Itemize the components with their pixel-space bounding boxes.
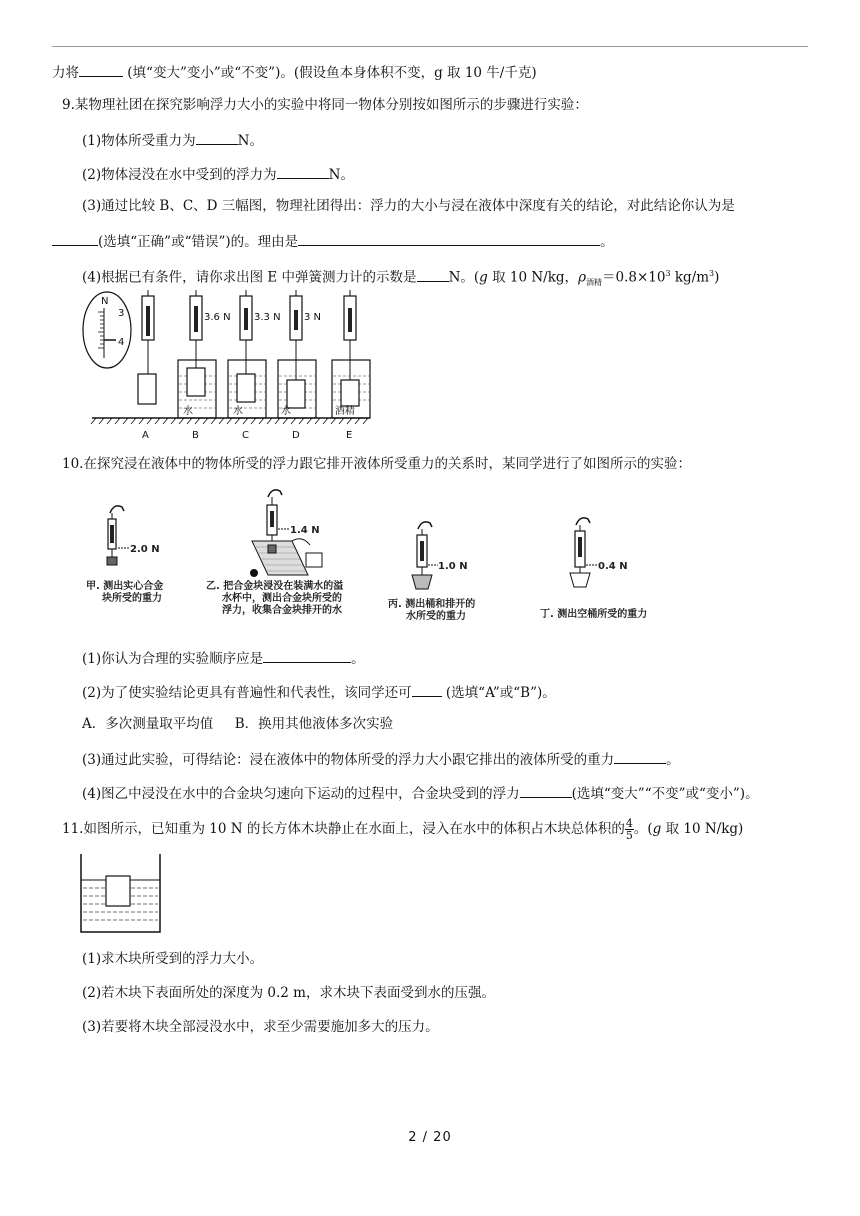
reading-d: 3 N xyxy=(304,312,322,323)
fraction xyxy=(625,818,634,841)
answer-blank xyxy=(79,62,123,77)
text: (选填“正确”或“错误”)的。理由是 xyxy=(98,234,299,250)
q10-options: A．多次测量取平均值 B．换用其他液体多次实验 xyxy=(82,716,394,732)
text: 。 xyxy=(666,752,680,768)
page-number: 2 / 20 xyxy=(408,1130,452,1145)
header-rule xyxy=(52,46,808,47)
text: ) xyxy=(714,269,720,286)
q9-part1 xyxy=(82,130,263,150)
text: 。( xyxy=(633,821,653,837)
q10-part3 xyxy=(82,749,680,769)
text: (选填“变大”“不变”或“变小”)。 xyxy=(571,786,759,802)
label-d: D xyxy=(292,430,300,441)
q9-stem: 9.某物理社团在探究影响浮力大小的实验中将同一物体分别按如图所示的步骤进行实验： xyxy=(62,97,588,113)
q10-part1 xyxy=(82,648,365,668)
text: kg/m xyxy=(670,269,710,286)
answer-blank xyxy=(277,164,329,179)
caption-bing-1: 丙. 测出桶和排开的 xyxy=(388,599,476,610)
continued-line xyxy=(52,62,537,82)
text: 。 xyxy=(600,234,614,250)
scale-ticks xyxy=(98,312,104,348)
answer-blank xyxy=(196,130,238,145)
text: g xyxy=(652,821,662,837)
text: ＝0.8×10 xyxy=(602,269,666,286)
q10-stem: 10.在探究浸在液体中的物体所受的浮力跟它排开液体所受重力的关系时，某同学进行了如图所示的实验： xyxy=(62,456,691,472)
text: (1)你认为合理的实验顺序应是 xyxy=(82,651,264,667)
fraction-numerator: 4 xyxy=(625,817,633,830)
q9-part2 xyxy=(82,164,354,184)
text: (2)为了使实验结论更具有普遍性和代表性，该同学还可 xyxy=(82,685,412,701)
caption-yi-3: 浮力，收集合金块排开的水 xyxy=(222,605,342,616)
caption-yi-1: 乙. 把合金块浸没在装满水的溢 xyxy=(206,581,344,592)
scale-mark-4: 4 xyxy=(118,337,125,348)
reading-jia: 2.0 N xyxy=(130,544,160,555)
q10-part2 xyxy=(82,682,556,702)
answer-blank xyxy=(614,749,666,764)
answer-blank xyxy=(412,682,442,697)
text: ρ xyxy=(578,269,586,286)
answer-blank xyxy=(263,648,351,663)
caption-bing-2: 水所受的重力 xyxy=(406,611,466,622)
q9-part4 xyxy=(82,265,719,292)
text: N。 xyxy=(237,133,263,149)
caption-jia-2: 块所受的重力 xyxy=(102,593,162,604)
text: (4)根据已有条件，请你求出图 E 中弹簧测力计的示数是 xyxy=(82,269,417,286)
q11-part1: (1)求木块所受到的浮力大小。 xyxy=(82,951,264,967)
text: (填“变大”变小”或“不变”)。(假设鱼本身体积不变，g 取 10 牛/千克) xyxy=(123,65,537,81)
fraction-denominator: 5 xyxy=(625,829,633,842)
text: 。 xyxy=(351,651,365,667)
q9-part3-cont xyxy=(52,231,614,251)
text: (4)图乙中浸没在水中的合金块匀速向下运动的过程中，合金块受到的浮力 xyxy=(82,786,520,802)
reading-c: 3.3 N xyxy=(254,312,281,323)
text: (选填“A”或“B”)。 xyxy=(441,685,556,701)
reading-b: 3.6 N xyxy=(204,312,231,323)
text: (3)通过此实验，可得结论：浸在液体中的物体所受的浮力大小跟它排出的液体所受的重力 xyxy=(82,752,615,768)
text: (2)物体浸没在水中受到的浮力为 xyxy=(82,167,277,183)
text: N。 xyxy=(328,167,354,183)
text: 3 xyxy=(665,269,671,278)
setup-ding xyxy=(570,518,590,587)
q11-stem xyxy=(62,818,743,841)
setup-d xyxy=(278,290,316,418)
label-c: C xyxy=(242,430,249,441)
q11-part2: (2)若木块下表面所处的深度为 0.2 m，求木块下表面受到水的压强。 xyxy=(82,985,495,1001)
setup-e xyxy=(332,290,370,418)
text: 力将 xyxy=(52,65,79,81)
text: N。( xyxy=(448,269,480,286)
liquid-e: 酒精 xyxy=(335,406,355,417)
caption-ding: 丁. 测出空桶所受的重力 xyxy=(540,609,648,620)
wood-block xyxy=(106,876,130,906)
answer-blank xyxy=(417,267,449,282)
setup-c xyxy=(228,290,266,418)
label-a: A xyxy=(142,430,149,441)
setup-bing xyxy=(412,522,432,589)
setup-a xyxy=(138,290,156,404)
q9-part3: (3)通过比较 B、C、D 三幅图，物理社团得出：浮力的大小与浸在液体中深度有关的结论，对此结论你认为是 xyxy=(82,198,735,214)
caption-jia-1: 甲. 测出实心合金 xyxy=(86,581,164,592)
q11-figure xyxy=(80,854,162,934)
setup-b xyxy=(178,290,216,418)
answer-blank xyxy=(52,231,98,246)
liquid-b: 水 xyxy=(183,406,193,417)
ground-hatch xyxy=(91,418,368,424)
caption-yi-2: 水杯中，测出合金块所受的 xyxy=(222,593,342,604)
text: 11.如图所示，已知重为 10 N 的长方体木块静止在水面上，浸入在水中的体积占木块总体积的 xyxy=(62,821,625,837)
liquid-d: 水 xyxy=(281,406,291,417)
label-b: B xyxy=(192,430,199,441)
text: 3 xyxy=(709,269,715,278)
scale-mark-3: 3 xyxy=(118,308,125,319)
label-e: E xyxy=(346,430,353,441)
reading-ding: 0.4 N xyxy=(598,561,628,572)
q11-part3: (3)若要将木块全部浸没水中，求至少需要施加多大的压力。 xyxy=(82,1019,439,1035)
text: g xyxy=(479,269,488,286)
setup-jia xyxy=(107,506,124,565)
answer-blank xyxy=(520,783,572,798)
answer-blank xyxy=(298,231,600,246)
text: 取 10 N/kg) xyxy=(661,821,744,837)
scale-unit-label: N xyxy=(101,296,109,307)
q10-part4 xyxy=(82,783,759,803)
q10-figure xyxy=(80,485,680,635)
reading-bing: 1.0 N xyxy=(438,561,468,572)
reading-yi: 1.4 N xyxy=(290,525,320,536)
text: (1)物体所受重力为 xyxy=(82,133,196,149)
q9-figure xyxy=(80,290,380,445)
liquid-c: 水 xyxy=(233,406,243,417)
text: 取 10 N/kg， xyxy=(487,269,579,286)
text: 酒精 xyxy=(586,278,602,288)
